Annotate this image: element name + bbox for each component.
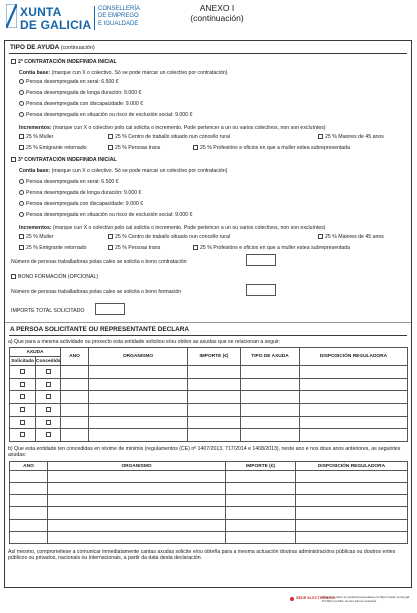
th-disposicion-a: DISPOSICIÓN REGULADORA	[300, 348, 408, 366]
checkbox-2a-emigrante[interactable]	[19, 145, 24, 150]
checkbox-3a-contratacion[interactable]	[11, 157, 16, 162]
checkbox-solicitada[interactable]	[20, 420, 25, 425]
table-row	[10, 378, 408, 391]
label-3a-contratacion: 3ª CONTRATACIÓN INDEFINIDA INICIAL	[18, 157, 117, 163]
checkbox-2a-maiores[interactable]	[318, 134, 323, 139]
option-2a-exclusion: Persoa desempregada en situación ou risco de exclusión social: 9.000 €	[26, 112, 193, 118]
inc-3a-emigrante: 25 % Emigrante retornado	[26, 245, 87, 251]
table-row	[10, 429, 408, 442]
total-input[interactable]	[95, 303, 125, 315]
option-3a-discapacidade: Persoa desempregada con discapacidade: 9.000 €	[26, 201, 144, 207]
inc-3a-maiores: 25 % Maiores de 45 anos	[325, 234, 384, 240]
table-row	[10, 366, 408, 379]
label-2a-contratacion: 2ª CONTRATACIÓN INDEFINIDA INICIAL	[18, 59, 117, 65]
checkbox-3a-emigrante[interactable]	[19, 245, 24, 250]
declara-item-b: b) Que esta entidade ten concedidas en réxime de minimis (regulamentos (CE) nº 1407/2013, 717/2014 e 1408/2013), neste ano e nos dous anos anteriores, as seguintes axudas:	[8, 446, 401, 459]
section-rule-declara	[9, 335, 407, 336]
footer-notice: Este formulario só poderá presentarse na https://sede.xunta.gal. Prohibir prohibe na súa forma respetiva.	[322, 595, 411, 603]
th-organismo-b: ORGANISMO	[48, 462, 226, 471]
checkbox-3a-maiores[interactable]	[318, 234, 323, 239]
inc-3a-muller: 25 % Muller	[26, 234, 54, 240]
checkbox-concedida[interactable]	[46, 394, 51, 399]
option-2a-xeral: Persoa desempregada en xeral: 6.500 €	[26, 79, 119, 85]
num-formacion-label: Número de persoas traballadoras polas cales se solicita o bono formación	[11, 289, 182, 295]
radio-2a-discapacidade[interactable]	[19, 101, 24, 106]
th-axuda: AXUDA	[10, 348, 61, 357]
radio-3a-longa[interactable]	[19, 190, 24, 195]
declara-item-a: a) Que para a mesma actividade ou proxecto esta entidade solicitou e/ou obtivo as axudas que se relacionan a seguir:	[8, 339, 281, 345]
inc-hint-3a: Incrementos: (marque cun X o colectivo polo cal solicita o incremento. Pode pertencer a un ou varios colectivos, non son excluíntes)	[19, 225, 326, 231]
checkbox-2a-rural[interactable]	[108, 134, 113, 139]
checkbox-concedida[interactable]	[46, 420, 51, 425]
checkbox-3a-rural[interactable]	[108, 234, 113, 239]
table-row	[10, 471, 408, 483]
inc-2a-maiores: 25 % Maiores de 45 anos	[325, 134, 384, 140]
radio-3a-discapacidade[interactable]	[19, 201, 24, 206]
inc-3a-trans: 25 % Persoas trans	[115, 245, 161, 251]
logo-line-2: DE GALICIA	[20, 18, 92, 32]
option-2a-discapacidade: Persoa desempregada con discapacidade: 9.000 €	[26, 101, 144, 107]
bono-formacion-label: BONO FORMACIÓN (OPCIONAL)	[18, 274, 99, 280]
option-3a-xeral: Persoa desempregada en xeral: 6.500 €	[26, 179, 119, 185]
radio-3a-exclusion[interactable]	[19, 212, 24, 217]
inc-2a-profesions: 25 % Profesións e oficios en que a muller estea subrepresentada	[200, 145, 350, 151]
radio-2a-exclusion[interactable]	[19, 112, 24, 117]
logo-line-1: XUNTA	[20, 5, 62, 19]
table-row	[10, 403, 408, 416]
checkbox-2a-contratacion[interactable]	[11, 59, 16, 64]
section-rule	[9, 53, 407, 54]
th-concedida: Concedida	[36, 358, 61, 364]
table-b	[9, 461, 408, 544]
checkbox-solicitada[interactable]	[20, 432, 25, 437]
inc-3a-rural: 25 % Centro de traballo situado nun concello rural	[115, 234, 231, 240]
th-ano-a: ANO	[61, 348, 89, 366]
num-contract-input[interactable]	[246, 254, 276, 266]
table-row	[10, 531, 408, 543]
xunta-flag-icon	[6, 4, 17, 28]
checkbox-2a-trans[interactable]	[108, 145, 113, 150]
table-row	[10, 519, 408, 531]
checkbox-2a-profesions[interactable]	[193, 145, 198, 150]
inc-hint-2a: Incrementos: (marque cun X o colectivo polo cal solicita o incremento. Pode pertencer a un ou varios colectivos, non son excluíntes)	[19, 125, 326, 131]
inc-2a-rural: 25 % Centro de traballo situado nun concello rural	[115, 134, 231, 140]
radio-2a-longa[interactable]	[19, 90, 24, 95]
th-tipo-axuda: TIPO DE AXUDA	[241, 348, 300, 366]
checkbox-concedida[interactable]	[46, 369, 51, 374]
table-a	[9, 347, 408, 442]
document-header	[0, 0, 417, 36]
radio-3a-xeral[interactable]	[19, 179, 24, 184]
checkbox-solicitada[interactable]	[20, 382, 25, 387]
table-row	[10, 416, 408, 429]
th-disposicion-b: DISPOSICIÓN REGULADORA	[296, 462, 408, 471]
base-hint-2a: Contía base: (marque cun X o colectivo. Só se pode marcar un colectivo por contratación)	[19, 70, 228, 76]
checkbox-concedida[interactable]	[46, 432, 51, 437]
checkbox-3a-muller[interactable]	[19, 234, 24, 239]
table-row	[10, 391, 408, 404]
section-divider	[5, 322, 411, 323]
th-solicitada: Solicitada	[11, 358, 34, 364]
section-title-tipo-ayuda: TIPO DE AYUDA (continuación)	[10, 44, 95, 51]
sede-icon	[290, 597, 294, 601]
checkbox-2a-muller[interactable]	[19, 134, 24, 139]
table-row	[10, 507, 408, 519]
department-name: CONSELLERÍA DE EMPREGO E IGUALDADE	[98, 6, 141, 27]
th-importe-b: IMPORTE (€)	[226, 462, 296, 471]
checkbox-solicitada[interactable]	[20, 369, 25, 374]
sede-label: SEDE ELECTRÓNICA	[296, 596, 335, 600]
num-contract-label: Número de persoas traballadoras polas cales se solicita o bono contratación	[11, 259, 187, 265]
table-row	[10, 483, 408, 495]
checkbox-bono-formacion[interactable]	[11, 274, 16, 279]
total-label: IMPORTE TOTAL SOLICITADO	[11, 308, 85, 314]
declara-closing: Así mesmo, comprométese a comunicar inmediatamente cantas axudas solicite e/ou obteña para a mesma actuación doutras administracións públicas ou doutros entes públicos ou privados, nacionais ou internacionais, a partir da data desta declaración.	[8, 549, 396, 562]
logo-separator	[94, 6, 95, 30]
th-importe-a: IMPORTE (€)	[188, 348, 241, 366]
checkbox-concedida[interactable]	[46, 407, 51, 412]
annex-title: ANEXO I	[199, 3, 235, 13]
checkbox-3a-profesions[interactable]	[193, 245, 198, 250]
inc-3a-profesions: 25 % Profesións e oficios en que a muller estea subrepresentada	[200, 245, 350, 251]
inc-2a-trans: 25 % Persoas trans	[115, 145, 161, 151]
option-2a-longa: Persoa desempregada de longa duración: 9.000 €	[26, 90, 142, 96]
th-organismo-a: ORGANISMO	[89, 348, 188, 366]
inc-2a-muller: 25 % Muller	[26, 134, 54, 140]
checkbox-3a-trans[interactable]	[108, 245, 113, 250]
annex-subtitle: (continuación)	[190, 13, 244, 23]
section-title-declara: A PERSOA SOLICITANTE OU REPRESENTANTE DECLARA	[10, 326, 189, 333]
table-row	[10, 495, 408, 507]
inc-2a-emigrante: 25 % Emigrante retornado	[26, 145, 87, 151]
radio-2a-xeral[interactable]	[19, 79, 24, 84]
checkbox-solicitada[interactable]	[20, 407, 25, 412]
th-ano-b: ANO	[10, 462, 48, 471]
table-b-body	[10, 471, 408, 544]
checkbox-solicitada[interactable]	[20, 394, 25, 399]
base-hint-3a: Contía base: (marque cun X o colectivo. Só se pode marcar un colectivo por contratación)	[19, 168, 228, 174]
table-a-body	[10, 366, 408, 442]
option-3a-longa: Persoa desempregada de longa duración: 9.000 €	[26, 190, 142, 196]
annex-title-block	[182, 3, 252, 23]
num-formacion-input[interactable]	[246, 284, 276, 296]
checkbox-concedida[interactable]	[46, 382, 51, 387]
option-3a-exclusion: Persoa desempregada en situación ou risco de exclusión social: 9.000 €	[26, 212, 193, 218]
